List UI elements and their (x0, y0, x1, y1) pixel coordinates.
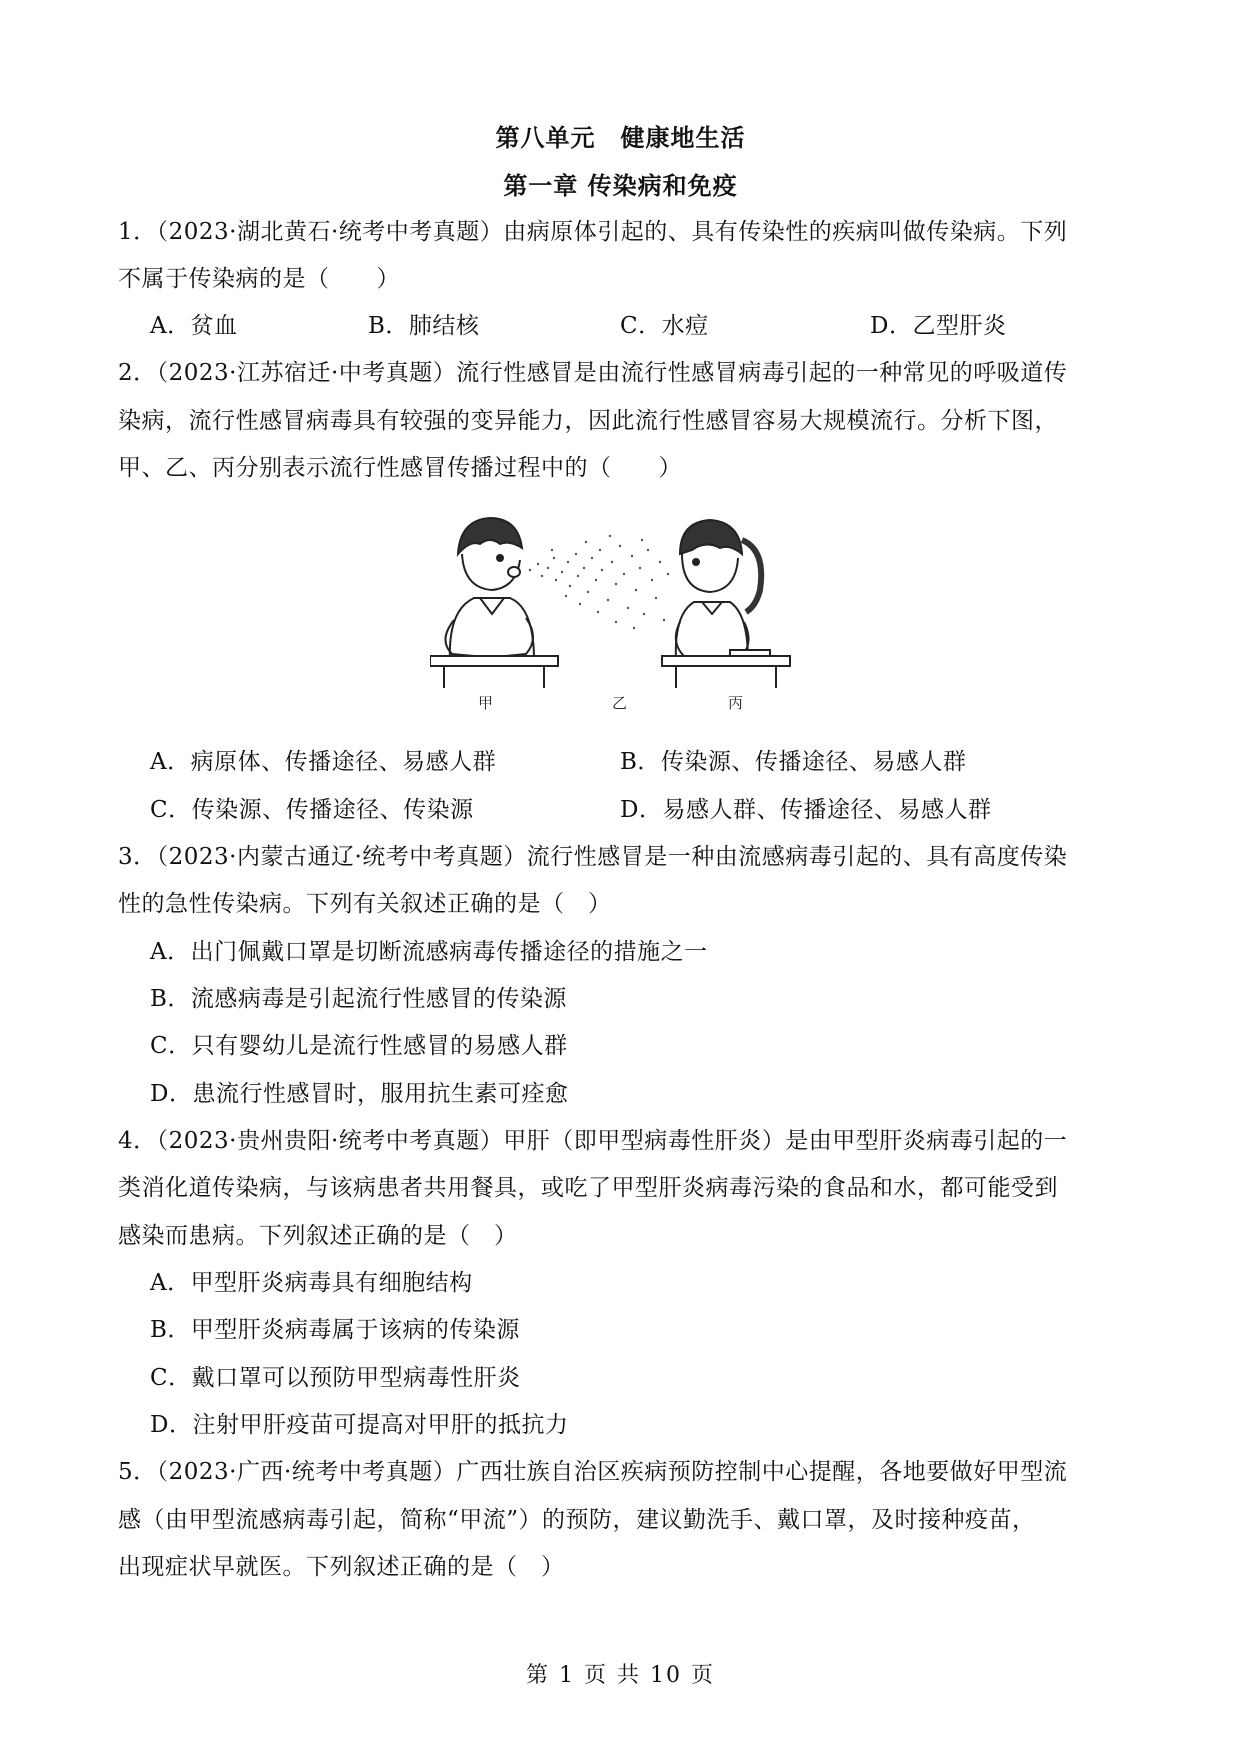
figure-label-yi: 乙 (612, 694, 628, 710)
question-2-option-a: A．病原体、传播途径、易感人群 (150, 749, 497, 775)
question-4-option-c: C．戴口罩可以预防甲型病毒性肝炎 (150, 1365, 521, 1391)
question-2-option-c: C．传染源、传播途径、传染源 (150, 797, 474, 823)
question-2-line-1: 2．（2023·江苏宿迁·中考真题）流行性感冒是由流行性感冒病毒引起的一种常见的呼吸道传 (118, 360, 1068, 386)
flu-transmission-illustration (430, 510, 830, 710)
question-1-option-d: D．乙型肝炎 (870, 313, 1007, 339)
question-2-line-3: 甲、乙、丙分别表示流行性感冒传播过程中的（ ） (118, 455, 682, 481)
question-4-option-b: B．甲型肝炎病毒属于该病的传染源 (150, 1317, 520, 1343)
chapter-title: 第一章 传染病和免疫 (503, 172, 738, 200)
question-5-line-3: 出现症状早就医。下列叙述正确的是（ ） (118, 1554, 565, 1580)
droplet-spray (529, 535, 669, 629)
question-3-option-a: A．出门佩戴口罩是切断流感病毒传播途径的措施之一 (150, 939, 708, 965)
question-4-option-a: A．甲型肝炎病毒具有细胞结构 (150, 1270, 473, 1296)
question-1-option-a: A．贫血 (150, 313, 238, 339)
unit-title: 第八单元 健康地生活 (495, 124, 746, 152)
figure-label-bing: 丙 (728, 694, 744, 710)
question-1-line-1: 1．（2023·湖北黄石·统考中考真题）由病原体引起的、具有传染性的疾病叫做传染病。下列 (118, 219, 1068, 245)
question-3-option-b: B．流感病毒是引起流行性感冒的传染源 (150, 986, 567, 1012)
question-1-option-b: B．肺结核 (368, 313, 480, 339)
page-footer: 第 1 页 共 10 页 (526, 1663, 715, 1688)
question-4-option-d: D．注射甲肝疫苗可提高对甲肝的抵抗力 (150, 1412, 569, 1438)
question-4-line-2: 类消化道传染病，与该病患者共用餐具，或吃了甲型肝炎病毒污染的食品和水，都可能受到 (118, 1175, 1058, 1201)
question-2-line-2: 染病，流行性感冒病毒具有较强的变异能力，因此流行性感冒容易大规模流行。分析下图， (118, 408, 1058, 434)
question-3-line-2: 性的急性传染病。下列有关叙述正确的是（ ） (118, 891, 612, 917)
question-3-option-d: D．患流行性感冒时，服用抗生素可痊愈 (150, 1081, 569, 1107)
question-1-line-2: 不属于传染病的是（ ） (118, 266, 400, 292)
question-5-line-1: 5．（2023·广西·统考中考真题）广西壮族自治区疾病预防控制中心提醒，各地要做好甲型流 (118, 1459, 1068, 1485)
question-2-option-d: D．易感人群、传播途径、易感人群 (620, 797, 992, 823)
question-3-line-1: 3．（2023·内蒙古通辽·统考中考真题）流行性感冒是一种由流感病毒引起的、具有高度传染 (118, 844, 1068, 870)
question-3-option-c: C．只有婴幼儿是流行性感冒的易感人群 (150, 1033, 568, 1059)
question-5-line-2: 感（由甲型流感病毒引起，简称“甲流”）的预防，建议勤洗手、戴口罩，及时接种疫苗， (118, 1507, 1036, 1533)
girl-figure (662, 520, 790, 688)
question-2-option-b: B．传染源、传播途径、易感人群 (620, 749, 967, 775)
question-4-line-3: 感染而患病。下列叙述正确的是（ ） (118, 1223, 518, 1249)
figure-label-jia: 甲 (478, 694, 494, 710)
question-1-option-c: C．水痘 (620, 313, 709, 339)
boy-sneezing-figure (430, 518, 558, 688)
question-4-line-1: 4．（2023·贵州贵阳·统考中考真题）甲肝（即甲型病毒性肝炎）是由甲型肝炎病毒引起的一 (118, 1128, 1068, 1154)
